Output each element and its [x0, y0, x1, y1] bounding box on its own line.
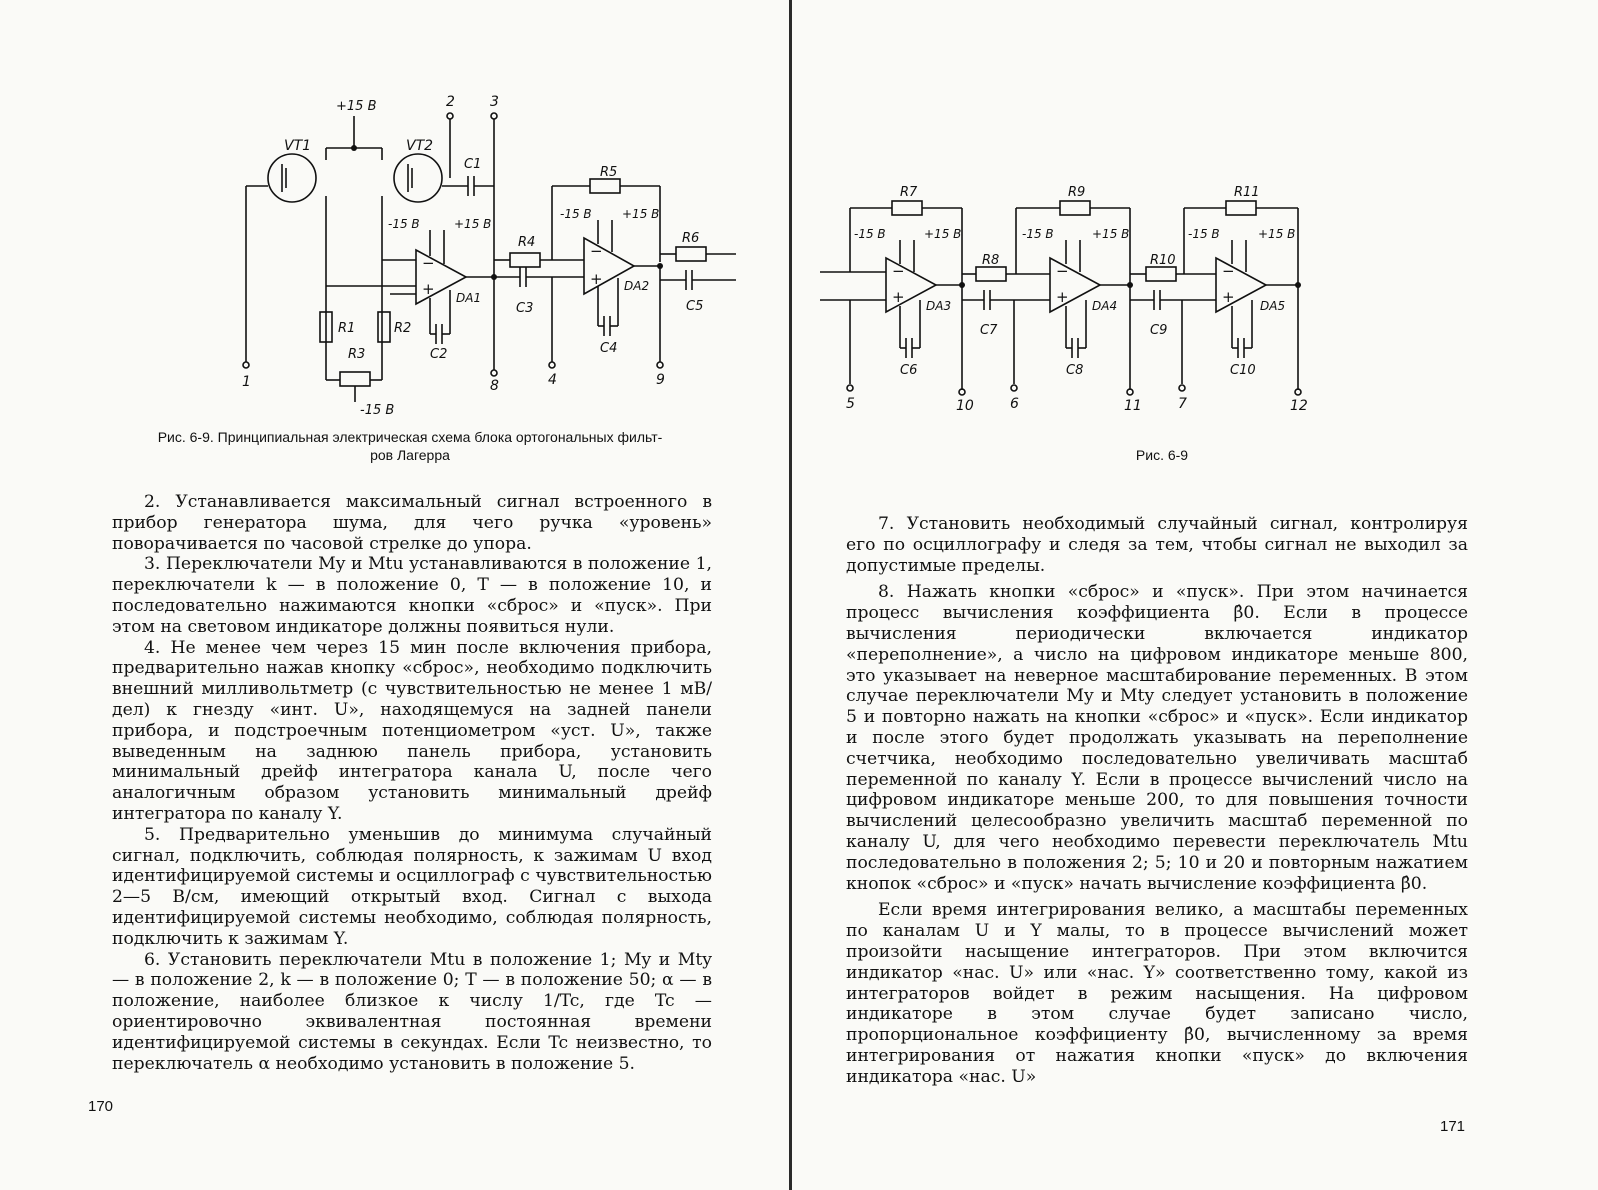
svg-text:−: −	[590, 242, 603, 260]
paragraph: 8. Нажать кнопки «сброс» и «пуск». При этом начинается процесс вычисления коэффициента β̂0. Если в процессе вычисления периодически включается индикатор «переполнение», а число на цифровом индикаторе меньше 800, это указывает на неверное масштабирование переменных. В этом случае переключатели My и Mty следует установить в положение 5 и повторно нажать на кнопки «сброс» и «пуск». Если индикатор и после этого будет продолжать указывать на переполнение счетчика, необходимо последовательно увеличивать масштаб переменной по каналу Y. Если в процессе вычислений число на цифровом индикаторе меньше 200, то для повышения точности вычислений целесообразно увеличить масштаб переменной по каналу U, для чего необходимо перевести переключатель Mtu последовательно в положения 2; 5; 10 и 20 и повторным нажатием кнопок «сброс» и «пуск» начать вычисление коэффициента β̂0.	[846, 582, 1468, 894]
vt1-label: VT1	[284, 138, 312, 154]
paragraph: 2. Устанавливается максимальный сигнал встроенного в прибор генератора шума, для чего ручка «уровень» поворачивается по часовой стрелке до упора.	[112, 492, 712, 554]
r4-label: R4	[518, 235, 536, 250]
vt2-label: VT2	[406, 138, 434, 154]
r7-label: R7	[900, 185, 918, 200]
r6-label: R6	[682, 231, 700, 246]
paragraph: 3. Переключатели My и Mtu устанавливаются в положение 1, переключатели k — в положение 0, T — в положение 10, и последовательно нажимаются кнопки «сброс» и «пуск». При этом на световом индикаторе должны появиться нули.	[112, 554, 712, 637]
da1-pos-supply: +15 В	[454, 217, 492, 231]
svg-text:+: +	[892, 288, 905, 306]
da3-neg-supply: -15 В	[854, 227, 886, 241]
da3-label: DA3	[926, 299, 952, 313]
paragraph: Если время интегрирования велико, а масштабы переменных по каналам U и Y малы, то в процессе вычислений может произойти насыщение интеграторов. При этом включится индикатор «нас. U» или «нас. Y» соответственно тому, какой из интеграторов войдет в режим насыщения. На цифровом индикаторе в этом случае будет записано число, пропорциональное коэффициенту β̂0, вычисленному за время интегрирования от нажатия кнопки «пуск» до включения индикатора «нас. U»	[846, 900, 1468, 1087]
terminal-5-label: 5	[846, 396, 855, 412]
c10-label: C10	[1230, 363, 1256, 378]
terminal-11-label: 11	[1124, 398, 1142, 414]
r8-label: R8	[982, 253, 1000, 268]
caption-line-1: Рис. 6-9. Принципиальная электрическая схема блока ортогональных фильт-	[157, 429, 663, 445]
schematic-left	[230, 90, 750, 420]
terminal-4-label: 4	[548, 372, 557, 388]
r1-label: R1	[338, 321, 356, 336]
da5-label: DA5	[1260, 299, 1286, 313]
terminal-1-label: 1	[242, 374, 251, 390]
c1-label: C1	[464, 157, 482, 172]
right-body-text	[846, 514, 1468, 1088]
r3-label: R3	[348, 347, 366, 362]
terminal-6-label: 6	[1010, 396, 1019, 412]
terminal-2-label: 2	[446, 94, 455, 110]
left-page	[0, 0, 790, 1190]
da5-pos-supply: +15 В	[1258, 227, 1296, 241]
da4-pos-supply: +15 В	[1092, 227, 1130, 241]
da5-neg-supply: -15 В	[1188, 227, 1220, 241]
figure-caption-right: Рис. 6-9	[1135, 447, 1189, 463]
svg-text:−: −	[1222, 262, 1235, 280]
schematic-right	[820, 178, 1340, 414]
paragraph: 5. Предварительно уменьшив до минимума случайный сигнал, подключить, соблюдая полярность, к зажимам U вход идентифицируемой системы и осциллограф с чувствительностью 2—5 В/см, имеющий открытый вход. Сигнал с выхода идентифицируемой системы необходимо, соблюдая полярность, подключить к зажимам Y.	[112, 824, 712, 949]
paragraph: 4. Не менее чем через 15 мин после включения прибора, предварительно нажав кнопку «сброс», необходимо подключить внешний милливольтметр (с чувствительностью не менее 1 мВ/дел) к гнезду «инт. U», находящемуся на задней панели прибора, и подстроечным потенциометром «уст. U», также выведенным на заднюю панель прибора, установить минимальный дрейф интегратора канала U, после чего аналогичным образом установить минимальный дрейф интегратора по каналу Y.	[112, 637, 712, 824]
bottom-supply-label: -15 В	[360, 403, 395, 418]
figure-caption-left	[80, 428, 740, 464]
terminal-10-label: 10	[956, 398, 974, 414]
r2-label: R2	[394, 321, 412, 336]
svg-text:+: +	[590, 270, 603, 288]
da4-neg-supply: -15 В	[1022, 227, 1054, 241]
da4-label: DA4	[1092, 299, 1118, 313]
da3-pos-supply: +15 В	[924, 227, 962, 241]
paragraph: 6. Установить переключатели Mtu в положение 1; My и Mty — в положение 2, k — в положение 0; T — в положение 50; α — в положение, наиболее близкое к числу 1/Tc, где Tc — ориентировочно эквивалентная постоянная времени идентифицируемой системы в секундах. Если Tc неизвестно, то переключатель α необходимо установить в положение 5.	[112, 949, 712, 1074]
svg-text:−: −	[1056, 262, 1069, 280]
r9-label: R9	[1068, 185, 1086, 200]
paragraph: 7. Установить необходимый случайный сигнал, контролируя его по осциллографу и следя за тем, чтобы сигнал не выходил за допустимые пределы.	[846, 514, 1468, 576]
da2-label: DA2	[624, 279, 650, 293]
r5-label: R5	[600, 165, 618, 180]
svg-text:−: −	[422, 254, 435, 272]
c8-label: C8	[1066, 363, 1084, 378]
caption-line-2: ров Лагерра	[370, 447, 450, 463]
terminal-12-label: 12	[1290, 398, 1308, 414]
terminal-8-label: 8	[490, 378, 499, 394]
terminal-9-label: 9	[656, 372, 665, 388]
c9-label: C9	[1150, 323, 1168, 338]
svg-text:−: −	[892, 262, 905, 280]
svg-text:+: +	[422, 280, 435, 298]
supply-label: +15 В	[336, 99, 377, 114]
c6-label: C6	[900, 363, 918, 378]
c2-label: C2	[430, 347, 448, 362]
c5-label: C5	[686, 299, 704, 314]
right-page	[792, 0, 1598, 1190]
da2-neg-supply: -15 В	[560, 207, 592, 221]
svg-text:+: +	[1056, 288, 1069, 306]
da1-label: DA1	[456, 291, 482, 305]
c4-label: C4	[600, 341, 618, 356]
terminal-3-label: 3	[490, 94, 499, 110]
da2-pos-supply: +15 В	[622, 207, 660, 221]
terminal-7-label: 7	[1178, 396, 1187, 412]
da1-neg-supply: -15 В	[388, 217, 420, 231]
c7-label: C7	[980, 323, 998, 338]
page-number-right: 171	[1440, 1118, 1466, 1135]
page-number-left: 170	[88, 1098, 114, 1115]
r11-label: R11	[1234, 185, 1260, 200]
r10-label: R10	[1150, 253, 1176, 268]
left-body-text	[112, 492, 712, 1074]
c3-label: C3	[516, 301, 534, 316]
svg-text:+: +	[1222, 288, 1235, 306]
